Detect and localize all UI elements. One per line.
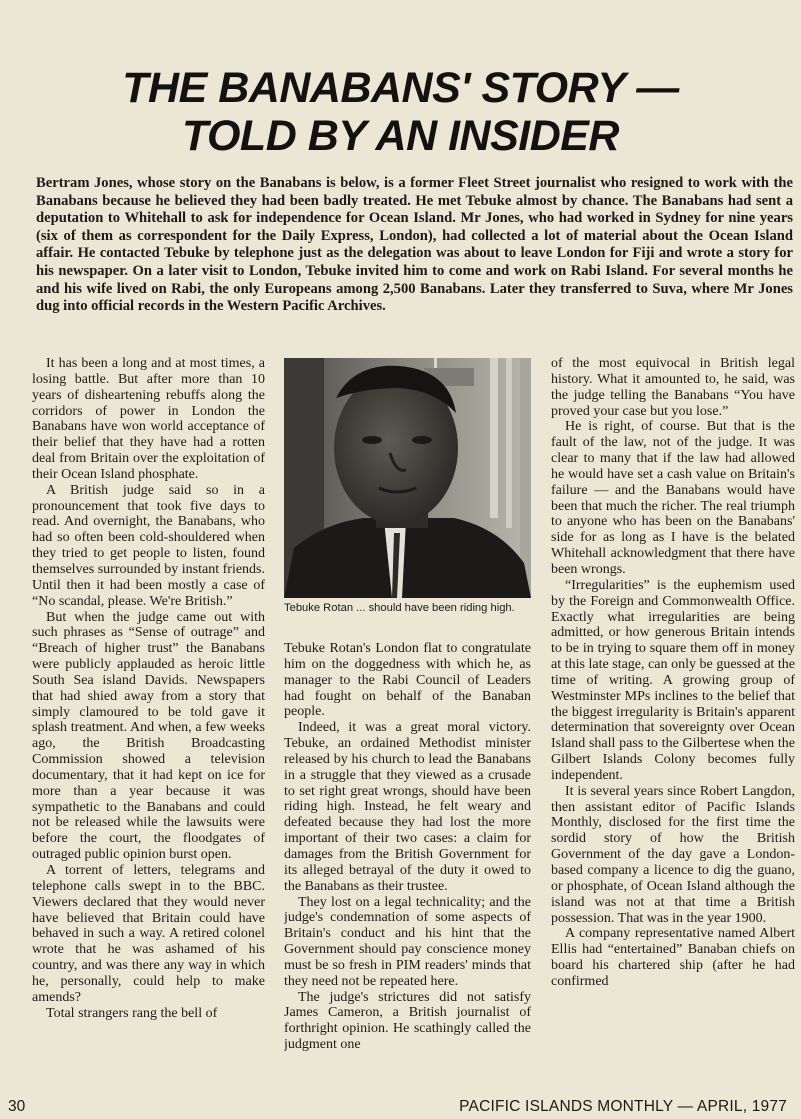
column-2-paragraph: Tebuke Rotan's London flat to congratulate him on the doggedness with which he, as manager to the Rabi Council of Leaders had fought on behalf of the Banaban people.	[284, 641, 531, 720]
headline-line-2: TOLD BY AN INSIDER	[182, 112, 619, 160]
page-footer	[0, 1098, 801, 1119]
column-3-paragraph: “Irregularities” is the euphemism used by the Foreign and Commonwealth Office. Exactly what irregularities are being admitted, or how generous Britain intends to be in trying to square them off in money at this late stage, can only be guessed at the time of writing. A growing group of Westminster MPs inclines to the belief that the biggest irregularity is Britain's apparent determination that sovereignty over Ocean Island shall pass to the Gilbertese when the Gilbert Islands Colony becomes fully independent.	[551, 577, 795, 783]
column-1-paragraph: A torrent of letters, telegrams and telephone calls swept in to the BBC. Viewers declared that they would never have believed that Britain could have behaved in such a way. A retired colonel wrote that he was ashamed of his country, and was there any way in which he, personally, could help to make amends?	[32, 863, 265, 1005]
publication-footer: PACIFIC ISLANDS MONTHLY — APRIL, 1977	[459, 1098, 787, 1115]
column-2-paragraph: They lost on a legal technicality; and the judge's condemnation of some aspects of Britain's conduct and his hint that the Government should pay conscience money must be so fresh in PIM readers' minds that they need not be repeated here.	[284, 894, 531, 989]
column-3-paragraph: A company representative named Albert Ellis had “entertained” Banaban chiefs on board his chartered ship (after he had confirmed	[551, 926, 795, 989]
column-2-paragraph: Indeed, it was a great moral victory. Tebuke, an ordained Methodist minister released by his church to lead the Banabans in a struggle that they viewed as a crusade to set right great wrongs, should have been riding high. Instead, he felt weary and defeated because they had lost the more important of their two cases: a claim for damages from the British Government for its alleged betrayal of the duty it owed to the Banabans as their trustee.	[284, 720, 531, 894]
column-2-paragraph: The judge's strictures did not satisfy James Cameron, a British journalist of forthright opinion. He scathingly called the judgment one	[284, 989, 531, 1053]
headline-line-1: THE BANABANS' STORY —	[122, 64, 679, 112]
article-column-2	[284, 641, 531, 1088]
column-1-paragraph: A British judge said so in a pronouncement that took five days to read. And overnight, the Banabans, who had so often been cold-shouldered when they tried to get people to listen, found themselves surrounded by instant friends. Until then it had been mostly a case of “No scandal, please. We're British.”	[32, 482, 265, 609]
headline	[0, 64, 801, 160]
column-1-paragraph: It has been a long and at most times, a losing battle. But after more than 10 years of disheartening rebuffs along the corridors of power in London the Banabans have won world acceptance of their belief that they have had a rotten deal from Britain over the exploitation of their Ocean Island phosphate.	[32, 356, 265, 482]
column-1-paragraph: Total strangers rang the bell of	[46, 1005, 218, 1021]
article-column-3	[551, 356, 795, 1088]
portrait-photo-image	[284, 358, 531, 598]
photo-caption: Tebuke Rotan ... should have been riding high.	[284, 602, 515, 614]
column-3-paragraph: It is several years since Robert Langdon, then assistant editor of Pacific Islands Monthly, disclosed for the first time the sordid story of how the British Government of the day gave a London-based company a licence to dig the guano, or phosphate, of Ocean Island although the island was not at that time a British possession. That was in the year 1900.	[551, 783, 795, 926]
column-1-paragraph: But when the judge came out with such phrases as “Sense of outrage” and “Breach of higher trust” the Banabans were publicly applauded as heroic little South Sea island Davids. Newspapers that had shied away from a story that simply clamoured to be told gave it splash treatment. And when, a few weeks ago, the British Broadcasting Commission showed a television documentary, that it had kept on ice for more than a year because it was sympathetic to the Banabans and could not be released while the lawsuits were before the court, the floodgates of outraged public opinion burst open.	[32, 609, 265, 863]
article-column-1	[32, 356, 265, 1088]
portrait-photo	[284, 358, 531, 598]
column-3-paragraph: He is right, of course. But that is the fault of the law, not of the judge. It was clear to many that if the law had allowed he would have set a cash value on Britain's failure — and the Banabans would have been that much the richer. The real triumph to anyone who has been on the Banabans' side for as long as I have is the belated Whitehall acknowledgment that there have been wrongs.	[551, 419, 795, 577]
column-3-paragraph: of the most equivocal in British legal history. What it amounted to, he said, was the judge telling the Banabans “You have proved your case but you lose.”	[551, 356, 795, 419]
intro-paragraph: Bertram Jones, whose story on the Banabans is below, is a former Fleet Street journalist who resigned to work with the Banabans because he believed they had been badly treated. He met Tebuke almost by chance. The Banabans had sent a deputation to Whitehall to ask for independence for Ocean Island. Mr Jones, who had worked in Sydney for nine years (six of them as correspondent for the Daily Express, London), had collected a lot of material about the Ocean Island affair. He contacted Tebuke by telephone just as the delegation was about to leave London for Fiji and wrote a story for his newspaper. On a later visit to London, Tebuke invited him to come and work on Rabi Island. For several months he and his wife lived on Rabi, the only Europeans among 2,500 Banabans. Later they transferred to Suva, where Mr Jones dug into official records in the Western Pacific Archives.	[36, 175, 793, 315]
page-number: 30	[8, 1098, 26, 1115]
